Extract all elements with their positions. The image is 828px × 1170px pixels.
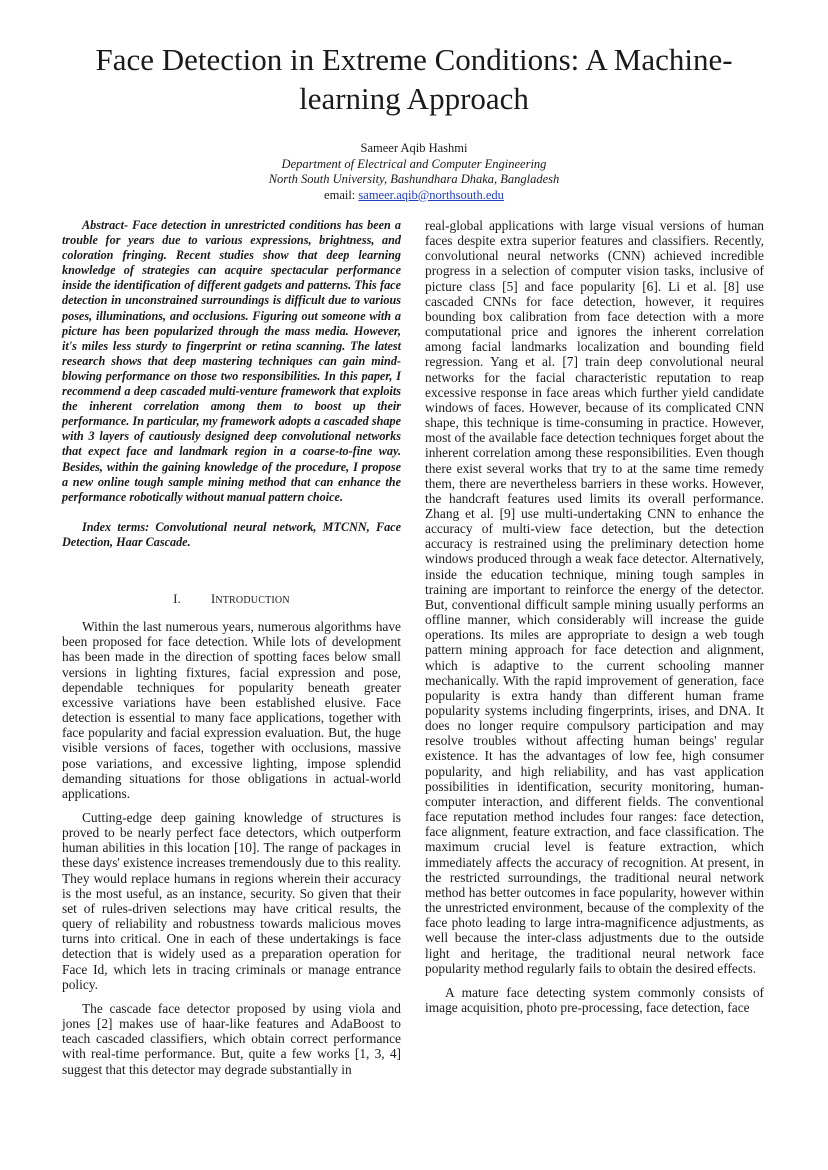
abstract-block <box>62 218 401 550</box>
left-column <box>62 218 401 1086</box>
section-heading <box>62 592 401 608</box>
paper-title: Face Detection in Extreme Conditions: A Machine-learning Approach <box>95 42 733 116</box>
body-paragraph: A mature face detecting system commonly consists of image acquisition, photo pre-processing, face detection, face <box>425 984 764 1015</box>
section-title-first: I <box>210 591 216 606</box>
abstract-text: Abstract- Face detection in unrestricted conditions has been a trouble for years due to various expressions, brightness, and coloration fringing. Recent studies show that deep learning knowledge of strategies can acquire spectacular performance inside the identification of different gadgets and patterns. This face detection in unconstrained surroundings is difficult due to various poses, illuminations, and occlusions. Figuring out someone with a picture has been popularized through the mass media. However, it's miles less sturdy to fingerprint or retina scanning. The latest research shows that deep mastering techniques can gain mind-blowing performance on those two responsibilities. In this paper, I recommend a deep cascaded multi-venture framework that exploits the inherent correlation among them to boost up their performance. In particular, my framework adopts a cascaded shape with 3 layers of cautiously designed deep convolutional networks that expect face and landmark region in a coarse-to-fine way. Besides, within the gaining knowledge of the procedure, I propose a new online tough sample mining method that can enhance the performance robotically without manual pattern choice. <box>62 218 401 504</box>
index-terms: Index terms: Convolutional neural network, MTCNN, Face Detection, Haar Cascade. <box>62 519 401 549</box>
section-title-rest: NTRODUCTION <box>215 594 290 606</box>
author-block <box>60 141 768 203</box>
body-paragraph: Cutting-edge deep gaining knowledge of structures is proved to be nearly perfect face detectors, which outperform human abilities in this location [10]. The range of packages in these days' existence increases tremendously due to this reality. They would replace humans in regions wherein their accuracy is the most useful, as an instance, security. So given that their set of rules-driven selections may have critical results, the query of reliability and robustness towards malicious moves turns into critical. One in each of these undertakings is face detection that is widely used as a preparation operation for Face Id, which lets in tracing criminals or manage entrance policy. <box>62 810 401 992</box>
author-email-line <box>60 188 768 204</box>
email-label: email: <box>324 187 359 202</box>
body-paragraph: The cascade face detector proposed by using viola and jones [2] makes use of haar-like features and AdaBoost to teach cascaded classifiers, which obtain correct performance with real-time performance. But, quite a few works [1, 3, 4] suggest that this detector may degrade substantially in <box>62 1000 401 1077</box>
author-name: Sameer Aqib Hashmi <box>360 141 468 155</box>
email-link[interactable]: sameer.aqib@northsouth.edu <box>358 187 504 202</box>
body-paragraph: real-global applications with large visual versions of human faces despite extra superior features and classifiers. Recently, convolutional neural networks (CNN) achieved incredible progress in a selection of computer vision tasks, inclusive of picture class [5] and face popularity [6]. Li et al. [8] use cascaded CNNs for face detection, however, it requires bounding box calibration from face detection with a more computational price and ignores the inherent correlation among facial landmarks localization and bounding field regression. Yang et al. [7] train deep convolutional neural networks for the facial characteristic reputation to reap excessive response in face areas which further yield candidate windows of faces. However, because of its complicated CNN shape, this technique is time-consuming in practice. However, most of the available face detection techniques forget about the inherent correlation among these responsibilities. Even though there exist several works that try to at the same time remedy them, there are nevertheless barriers in these works. However, the handcraft features used limits its overall performance. Zhang et al. [9] use multi-undertaking CNN to enhance the accuracy of multi-view face detection, but the detection accuracy is restrained using the preliminary detection home windows produced through a weak face detector. Alternatively, inside the education technique, mining tough samples in training are important to reinforce the energy of the detector. But, conventional difficult sample mining usually performs an offline manner, which considerably will increase the guide operations. Its miles are appropriate to design a web tough pattern mining approach for face detection and alignment, which is adaptive to the current schooling manner mechanically. With the rapid improvement of generation, face popularity is extra handy than different human frame popularity systems including fingerprints, irises, and DNA. It does no longer require compulsory participation and may resolve troubles without affecting human beings' regular existence. It has the advantages of low fee, high consumer popularity, and high reliability, and has vast application possibilities in identification, security monitoring, human-computer interaction, and different fields. The conventional face reputation method includes four ranges: face detection, face alignment, feature extraction, and face classification. The maximum crucial level is feature extraction, which immediately affects the accuracy of recognition. At present, in the restricted surroundings, the traditional neural network method has better outcomes in face popularity, however within the unrestricted environment, because of the complexity of the face photo leading to large intra-magnificence adjustments, as well because the inter-class adjustments due to the outside light and heritage, the traditional neural network face popularity method regularly fails to obtain the desired effects. <box>425 218 764 976</box>
section-number: I. <box>173 591 181 606</box>
author-affiliation-university: North South University, Bashundhara Dhaka, Bangladesh <box>268 172 560 186</box>
body-paragraph: Within the last numerous years, numerous algorithms have been proposed for face detection. While lots of development has been made in the direction of spotting faces below small versions in lighting fixtures, facial expression and pose, dependable techniques for popularity beneath greater excessive variations have been established elusive. Face detection is essential to many face applications, together with face popularity and facial expression evaluation. But, the huge visible versions of faces, together with occlusions, massive pose variations, and excessive lighting, impose splendid demanding situations for those obligations in actual-world applications. <box>62 619 401 801</box>
right-column <box>425 218 764 1024</box>
author-affiliation-department: Department of Electrical and Computer Engineering <box>281 156 547 171</box>
